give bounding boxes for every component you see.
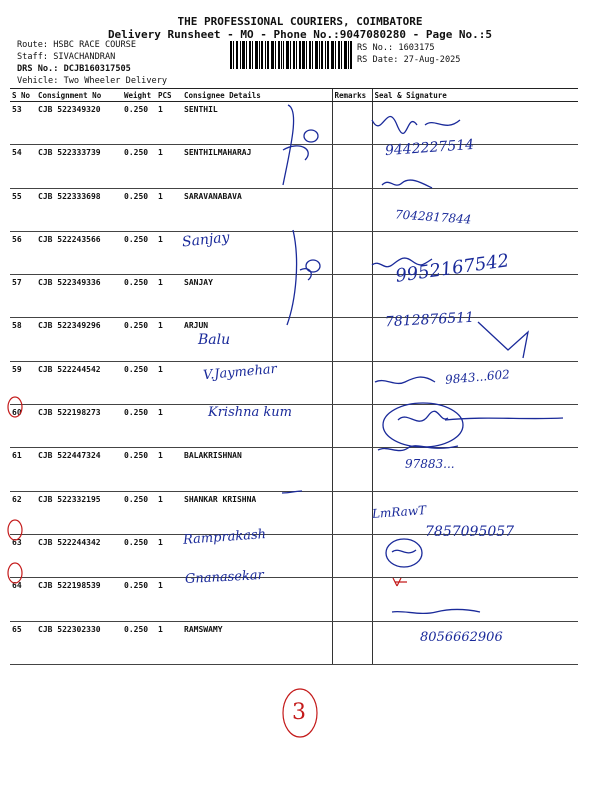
- handwritten-name: Balu: [198, 332, 231, 348]
- rs-number: RS No.: 1603175: [357, 43, 435, 53]
- handwritten-phone: 9843...602: [444, 367, 511, 387]
- pcs-cell: 1: [156, 275, 182, 318]
- consignment-no-cell: CJB 522244342: [36, 534, 122, 577]
- pcs-cell: 1: [156, 188, 182, 231]
- handwritten-name: Krishna kum: [208, 405, 292, 420]
- drs-number: DCJB160317505: [63, 64, 131, 74]
- consignment-no-cell: CJB 522332195: [36, 491, 122, 534]
- runsheet-subtitle: Delivery Runsheet - MO - Phone No.:9047080280 - Page No.:5: [107, 28, 493, 41]
- weight-cell: 0.250: [122, 145, 156, 188]
- handwritten-phone: 97883...: [405, 457, 455, 471]
- staff-label: Staff: SIVACHANDRAN: [17, 52, 116, 62]
- pcs-cell: 1: [156, 448, 182, 491]
- consignment-no-cell: CJB 522333698: [36, 188, 122, 231]
- weight-cell: 0.250: [122, 275, 156, 318]
- weight-cell: 0.250: [122, 534, 156, 577]
- weight-cell: 0.250: [122, 361, 156, 404]
- consignment-no-cell: CJB 522447324: [36, 448, 122, 491]
- sno-cell: 54: [10, 145, 36, 188]
- pcs-cell: 1: [156, 231, 182, 274]
- weight-cell: 0.250: [122, 448, 156, 491]
- consignee-cell: SANJAY: [182, 275, 332, 318]
- consignee-cell: SARAVANABAVA: [182, 188, 332, 231]
- page-mark: 3: [292, 700, 306, 725]
- vehicle-label: Vehicle: Two Wheeler Delivery: [17, 76, 168, 86]
- weight-cell: 0.250: [122, 621, 156, 664]
- company-title: THE PROFESSIONAL COURIERS, COIMBATORE: [177, 15, 423, 28]
- handwritten-phone: 7857095057: [425, 524, 515, 540]
- sno-cell: 60: [10, 405, 36, 448]
- weight-cell: 0.250: [122, 318, 156, 361]
- sno-cell: 56: [10, 231, 36, 274]
- consignment-no-cell: CJB 522243566: [36, 231, 122, 274]
- consignment-no-cell: CJB 522198539: [36, 578, 122, 621]
- consignee-cell: SHANKAR KRISHNA: [182, 491, 332, 534]
- sno-cell: 58: [10, 318, 36, 361]
- consignee-cell: RAMSWAMY: [182, 621, 332, 664]
- consignment-no-cell: CJB 522349320: [36, 102, 122, 145]
- consignee-cell: BALAKRISHNAN: [182, 448, 332, 491]
- pcs-cell: 1: [156, 145, 182, 188]
- pcs-cell: 1: [156, 491, 182, 534]
- consignment-no-cell: CJB 522333739: [36, 145, 122, 188]
- col-remarks: Remarks: [332, 89, 372, 102]
- col-sno: S No: [10, 89, 36, 102]
- weight-cell: 0.250: [122, 491, 156, 534]
- rs-date: RS Date: 27-Aug-2025: [357, 55, 461, 65]
- sno-cell: 64: [10, 578, 36, 621]
- consignee-cell: SENTHILMAHARAJ: [182, 145, 332, 188]
- consignment-no-cell: CJB 522198273: [36, 405, 122, 448]
- pcs-cell: 1: [156, 405, 182, 448]
- sno-cell: 55: [10, 188, 36, 231]
- handwritten-phone: 9442227514: [384, 136, 475, 160]
- handwritten-phone: 7812876511: [384, 309, 475, 331]
- sno-cell: 57: [10, 275, 36, 318]
- weight-cell: 0.250: [122, 188, 156, 231]
- weight-cell: 0.250: [122, 231, 156, 274]
- pcs-cell: 1: [156, 534, 182, 577]
- weight-cell: 0.250: [122, 405, 156, 448]
- col-consignee: Consignee Details: [182, 89, 332, 102]
- sno-cell: 61: [10, 448, 36, 491]
- sno-cell: 59: [10, 361, 36, 404]
- handwritten-name: V.Jaymehar: [202, 361, 278, 384]
- consignment-no-cell: CJB 522244542: [36, 361, 122, 404]
- sno-cell: 65: [10, 621, 36, 664]
- handwritten-phone: 7042817844: [394, 207, 472, 227]
- sno-cell: 62: [10, 491, 36, 534]
- handwritten-signature: LmRawT: [371, 503, 427, 521]
- consignment-no-cell: CJB 522349296: [36, 318, 122, 361]
- handwritten-name: Sanjay: [181, 229, 231, 251]
- drs-caption: DRS No.:: [17, 64, 59, 74]
- consignee-cell: SENTHIL: [182, 102, 332, 145]
- pcs-cell: 1: [156, 102, 182, 145]
- col-pcs: PCS: [156, 89, 182, 102]
- handwritten-phone: 9952167542: [394, 250, 511, 287]
- sno-cell: 63: [10, 534, 36, 577]
- consignee-cell: ARJUN: [182, 318, 332, 361]
- handwritten-name: Gnanasekar: [184, 567, 265, 588]
- pcs-cell: 1: [156, 621, 182, 664]
- col-weight: Weight: [122, 89, 156, 102]
- weight-cell: 0.250: [122, 102, 156, 145]
- consignment-no-cell: CJB 522349336: [36, 275, 122, 318]
- consignment-no-cell: CJB 522302330: [36, 621, 122, 664]
- handwritten-phone: 8056662906: [420, 630, 503, 645]
- col-consignment: Consignment No: [36, 89, 122, 102]
- pcs-cell: 1: [156, 361, 182, 404]
- handwritten-name: Ramprakash: [182, 527, 267, 548]
- pcs-cell: 1: [156, 318, 182, 361]
- pcs-cell: 1: [156, 578, 182, 621]
- route-label: Route: HSBC RACE COURSE: [17, 40, 136, 50]
- weight-cell: 0.250: [122, 578, 156, 621]
- sno-cell: 53: [10, 102, 36, 145]
- col-seal: Seal & Signature: [372, 89, 578, 102]
